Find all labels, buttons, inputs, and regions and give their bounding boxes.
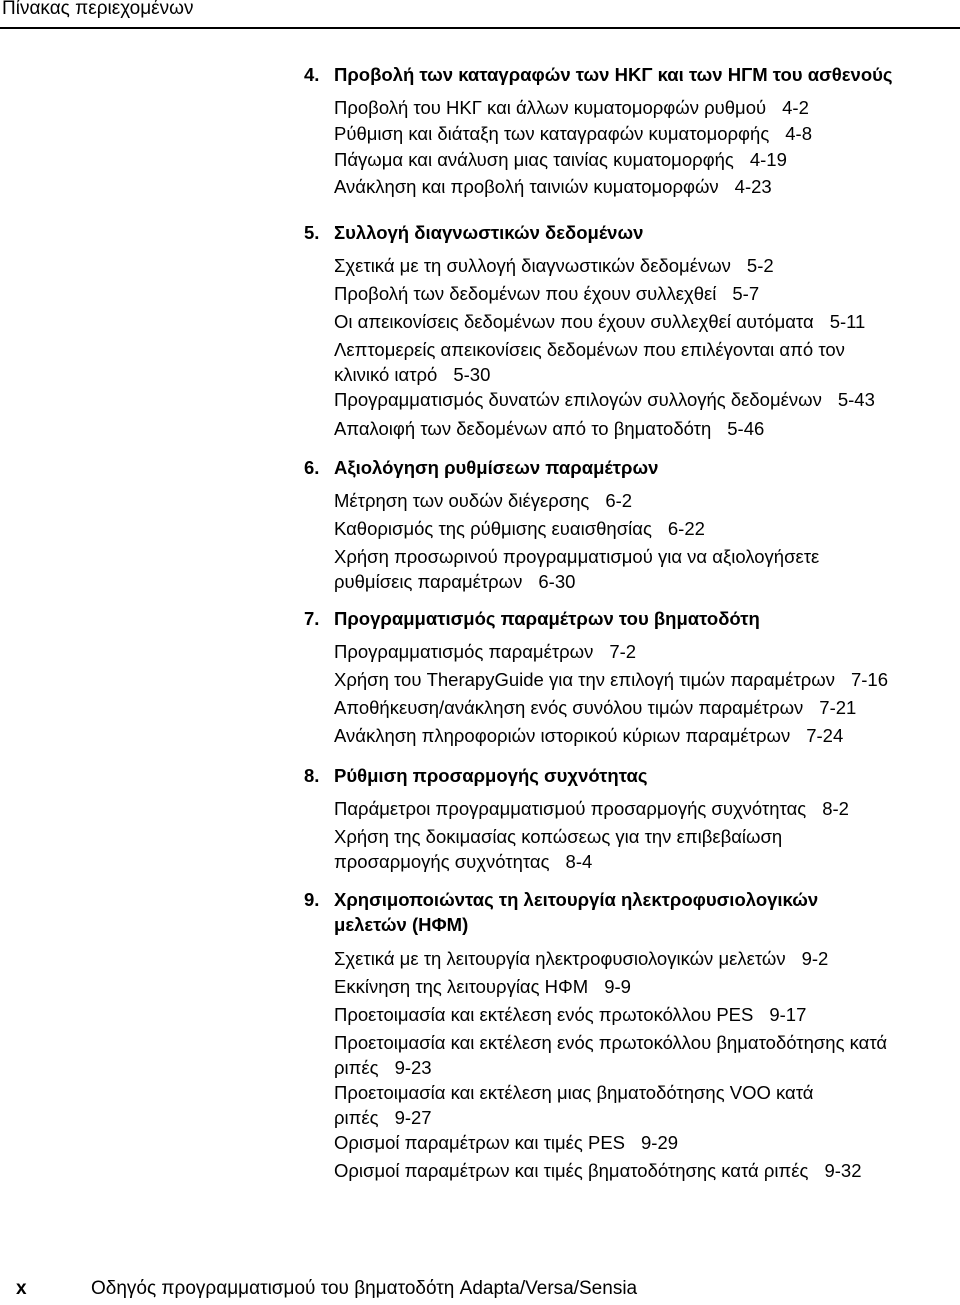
toc-entry-title: Προγραμματισμός δυνατών επιλογών συλλογής δεδομένων <box>334 389 822 410</box>
toc-entry[interactable] <box>334 639 960 664</box>
toc-entry-title: Απαλοιφή των δεδομένων από το βηματοδότη <box>334 418 712 439</box>
toc-entry-title: Παράμετροι προγραμματισμού προσαρμογής συχνότητας <box>334 798 807 819</box>
toc-entry-page: 5-30 <box>453 364 491 385</box>
chapter-number: 9. <box>304 889 320 910</box>
toc-entry[interactable] <box>334 309 960 334</box>
chapter-title <box>334 763 934 788</box>
chapter-title-line: Προγραμματισμός παραμέτρων του βηματοδότη <box>334 608 760 629</box>
toc-entry-title: Προβολή του ΗΚΓ και άλλων κυματομορφών ρυθμού <box>334 97 767 118</box>
toc-entry[interactable] <box>334 723 960 748</box>
toc-entry-title: Πάγωμα και ανάλυση μιας ταινίας κυματομορφής <box>334 149 734 170</box>
toc-entry[interactable] <box>334 337 960 387</box>
toc-entry-page: 7-2 <box>609 641 637 662</box>
toc-entry-page: 4-8 <box>785 123 813 144</box>
toc-entry-page: 6-22 <box>667 518 705 539</box>
toc-entry-title: Σχετικά με τη λειτουργία ηλεκτροφυσιολογικών μελετών <box>334 948 786 969</box>
toc-entry-page: 6-2 <box>605 490 633 511</box>
toc-entry[interactable] <box>334 516 960 541</box>
toc-entry-title: Προγραμματισμός παραμέτρων <box>334 641 594 662</box>
chapter-title <box>334 606 934 631</box>
toc-entry-page: 8-2 <box>822 798 849 819</box>
toc-entry-title: Λεπτομερείς απεικονίσεις δεδομένων που επιλέγονται από τον <box>334 339 845 360</box>
toc-entry[interactable] <box>334 121 960 146</box>
toc-entry[interactable] <box>334 416 960 441</box>
toc-entry-title: Αποθήκευση/ανάκληση ενός συνόλου τιμών παραμέτρων <box>334 697 804 718</box>
toc-entry-title: Ρύθμιση και διάταξη των καταγραφών κυματομορφής <box>334 123 770 144</box>
toc-entry-title: Οι απεικονίσεις δεδομένων που έχουν συλλεχθεί αυτόματα <box>334 311 814 332</box>
chapter-number: 6. <box>304 457 320 478</box>
toc-entry[interactable] <box>334 667 960 692</box>
chapter-title-line: Προβολή των καταγραφών των ΗΚΓ και των ΗΓΜ του ασθενούς <box>334 64 893 85</box>
toc-entry-title-continued: ριπές <box>334 1057 379 1078</box>
chapter-number: 8. <box>304 765 320 786</box>
toc-entry-page: 4-23 <box>734 176 772 197</box>
toc-entry-page: 5-2 <box>746 255 774 276</box>
toc-entry-title: Χρήση του TherapyGuide για την επιλογή τιμών παραμέτρων <box>334 669 835 690</box>
toc-entry-title: Ανάκληση και προβολή ταινιών κυματομορφών <box>334 176 719 197</box>
chapter-title <box>334 220 934 245</box>
toc-entry-page: 6-30 <box>538 571 576 592</box>
toc-entry-page: 9-9 <box>604 976 631 997</box>
toc-entry[interactable] <box>334 1002 960 1027</box>
toc-entry[interactable] <box>334 695 960 720</box>
chapter-title-line: Συλλογή διαγνωστικών δεδομένων <box>334 222 644 243</box>
toc-entry[interactable] <box>334 544 960 594</box>
toc-entry[interactable] <box>334 147 960 172</box>
toc-entry[interactable] <box>334 95 960 120</box>
toc-entry-title-continued: κλινικό ιατρό <box>334 364 438 385</box>
toc-entry-title-continued: προσαρμογής συχνότητας <box>334 851 550 872</box>
toc-entry-title: Εκκίνηση της λειτουργίας ΗΦΜ <box>334 976 589 997</box>
toc-entry-title: Σχετικά με τη συλλογή διαγνωστικών δεδομένων <box>334 255 731 276</box>
toc-entry-page: 9-27 <box>394 1107 432 1128</box>
toc-entry-page: 5-43 <box>837 389 875 410</box>
toc-entry-title: Χρήση της δοκιμασίας κοπώσεως για την επιβεβαίωση <box>334 826 783 847</box>
chapter-title <box>334 62 934 87</box>
toc-entry-page: 5-7 <box>732 283 760 304</box>
toc-entry-page: 5-46 <box>727 418 765 439</box>
toc-entry-page: 9-29 <box>641 1132 679 1153</box>
toc-entry-page: 9-32 <box>824 1160 862 1181</box>
toc-entry-page: 5-11 <box>829 311 866 332</box>
toc-entry-page: 4-19 <box>749 149 787 170</box>
toc-entry[interactable] <box>334 796 960 821</box>
toc-entry[interactable] <box>334 387 960 412</box>
toc-entry-title: Χρήση προσωρινού προγραμματισμού για να αξιολογήσετε <box>334 546 820 567</box>
footer-title: Οδηγός προγραμματισμού του βηματοδότη Adapta/Versa/Sensia <box>91 1278 638 1299</box>
toc-entry-title: Προετοιμασία και εκτέλεση μιας βηματοδότησης VOO κατά <box>334 1082 814 1103</box>
chapter-title <box>334 455 934 480</box>
toc-entry-page: 7-16 <box>850 669 888 690</box>
chapter-number: 7. <box>304 608 320 629</box>
toc-entry-title: Προβολή των δεδομένων που έχουν συλλεχθεί <box>334 283 717 304</box>
toc-entry-page: 8-4 <box>565 851 593 872</box>
toc-entry-title: Καθορισμός της ρύθμισης ευαισθησίας <box>334 518 652 539</box>
toc-entry-page: 9-23 <box>394 1057 432 1078</box>
toc-entry-title: Ορισμοί παραμέτρων και τιμές PES <box>334 1132 625 1153</box>
chapter-title <box>334 887 934 937</box>
toc-entry-title: Προετοιμασία και εκτέλεση ενός πρωτοκόλλου PES <box>334 1004 754 1025</box>
toc-entry-page: 9-2 <box>801 948 829 969</box>
toc-entry[interactable] <box>334 1030 960 1080</box>
toc-entry-title-continued: ριπές <box>334 1107 379 1128</box>
toc-entry[interactable] <box>334 253 960 278</box>
toc-entry[interactable] <box>334 174 960 199</box>
toc-entry[interactable] <box>334 1158 960 1183</box>
chapter-title-line: Αξιολόγηση ρυθμίσεων παραμέτρων <box>334 457 659 478</box>
toc-entry-page: 7-21 <box>819 697 857 718</box>
toc-entry-title: Ανάκληση πληροφοριών ιστορικού κύριων παραμέτρων <box>334 725 791 746</box>
chapter-title-line: Χρησιμοποιώντας τη λειτουργία ηλεκτροφυσιολογικών <box>334 889 819 910</box>
page-header-title: Πίνακας περιεχομένων <box>2 0 194 19</box>
toc-entry-title: Ορισμοί παραμέτρων και τιμές βηματοδότησης κατά ριπές <box>334 1160 809 1181</box>
chapter-title-line: μελετών (ΗΦΜ) <box>334 914 469 935</box>
toc-entry[interactable] <box>334 488 960 513</box>
toc-entry[interactable] <box>334 974 960 999</box>
toc-entry[interactable] <box>334 1130 960 1155</box>
toc-entry[interactable] <box>334 946 960 971</box>
toc-entry-page: 4-2 <box>782 97 809 118</box>
toc-entry-title: Μέτρηση των ουδών διέγερσης <box>334 490 590 511</box>
chapter-number: 4. <box>304 64 320 85</box>
toc-entry-title-continued: ρυθμίσεις παραμέτρων <box>334 571 523 592</box>
toc-entry[interactable] <box>334 824 960 874</box>
chapter-title-line: Ρύθμιση προσαρμογής συχνότητας <box>334 765 648 786</box>
toc-entry[interactable] <box>334 1080 960 1130</box>
toc-entry-title: Προετοιμασία και εκτέλεση ενός πρωτοκόλλου βηματοδότησης κατά <box>334 1032 888 1053</box>
toc-entry-page: 7-24 <box>806 725 844 746</box>
chapter-number: 5. <box>304 222 320 243</box>
footer-page-number: x <box>16 1278 27 1299</box>
toc-entry-page: 9-17 <box>769 1004 807 1025</box>
toc-entry[interactable] <box>334 281 960 306</box>
